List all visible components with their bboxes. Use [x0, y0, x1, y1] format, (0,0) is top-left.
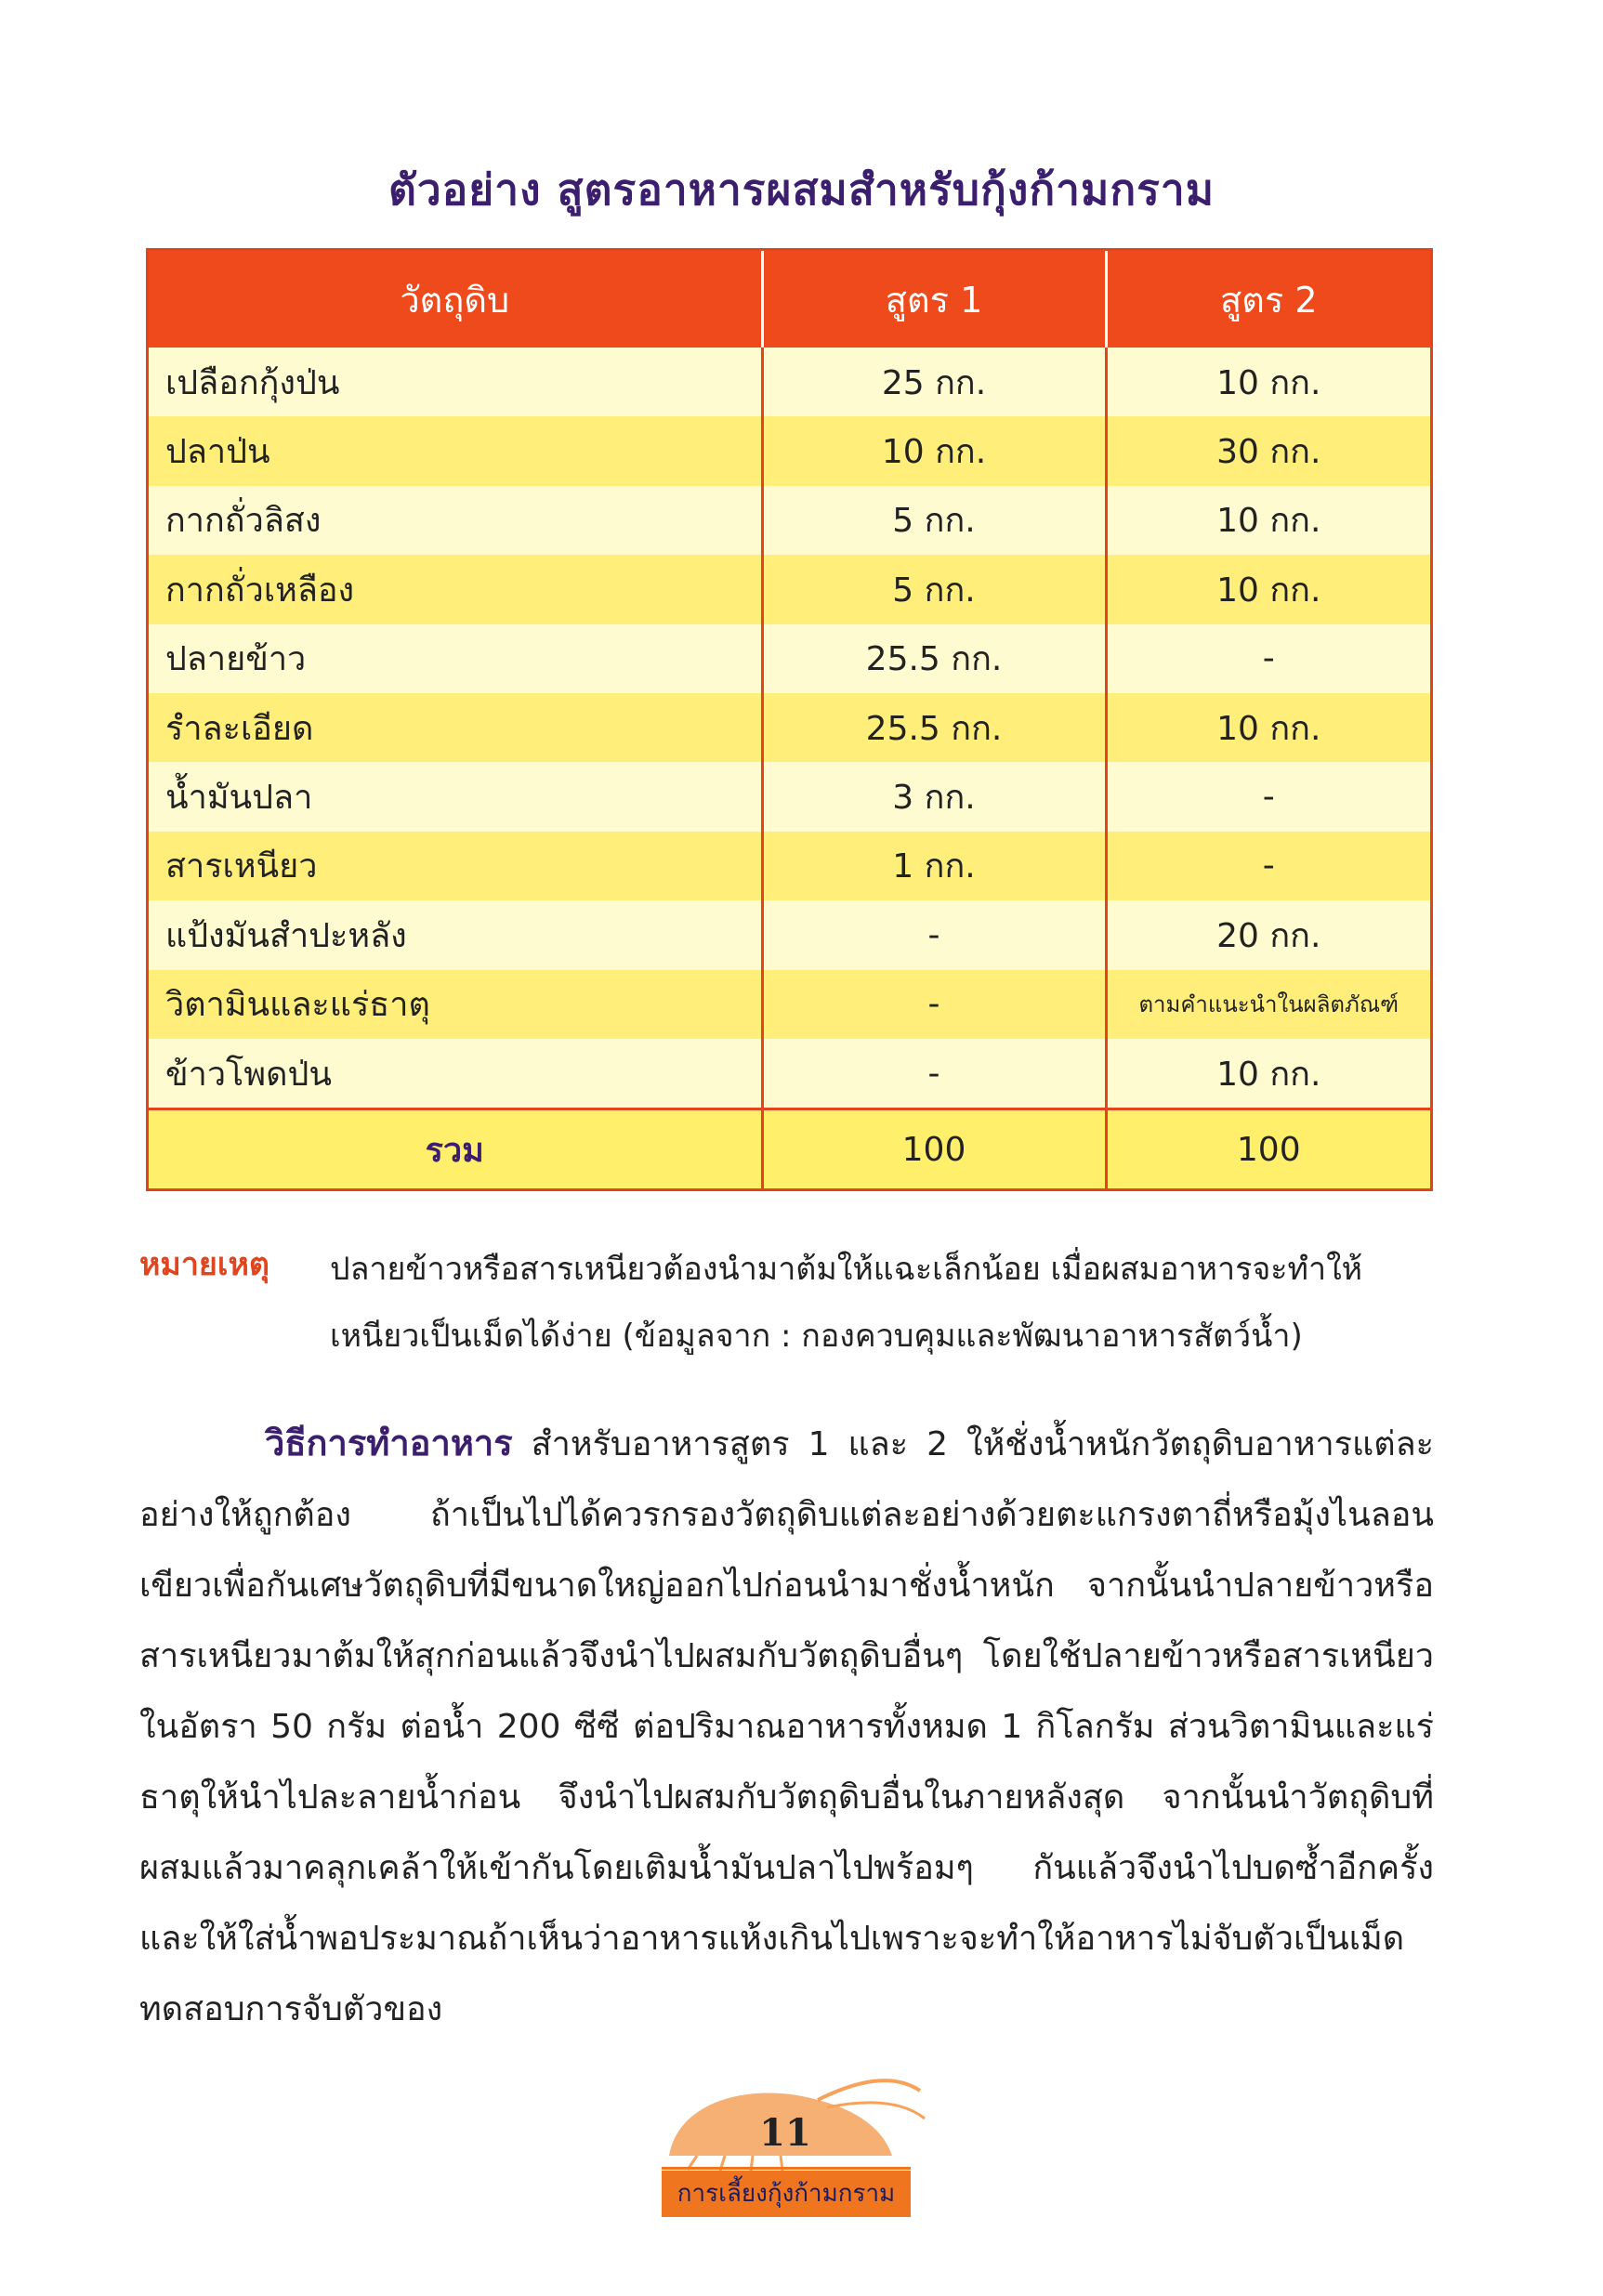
note-text: ปลายข้าวหรือสารเหนียวต้องนำมาต้มให้แฉะเล็กน้อย เมื่อผสมอาหารจะทำให้เหนียวเป็นเม็ดได้ง่าย (ข้อมูลจาก : กองควบคุมและพัฒนาอาหารสัตว์น้ำ) [330, 1251, 1363, 1355]
table-row [149, 1039, 1430, 1109]
table-row [149, 693, 1430, 762]
total-formula-2: 100 [1106, 1109, 1430, 1189]
table-row [149, 832, 1430, 900]
formula-2-value: 10 กก. [1106, 555, 1430, 623]
formula-2-value: 30 กก. [1106, 416, 1430, 485]
formula-1-value: 10 กก. [762, 416, 1106, 485]
ingredient-name: แป้งมันสำปะหลัง [149, 900, 762, 969]
method-heading: วิธีการทำอาหาร [265, 1423, 513, 1463]
ingredient-name: รำละเอียด [149, 693, 762, 762]
formula-2-value: 10 กก. [1106, 693, 1430, 762]
ingredient-name: เปลือกกุ้งป่น [149, 348, 762, 416]
page-footer [641, 2063, 929, 2230]
formula-1-value: - [762, 900, 1106, 969]
formula-2-value: - [1106, 624, 1430, 693]
formula-1-value: 3 กก. [762, 762, 1106, 831]
table-row [149, 416, 1430, 485]
formula-2-value: - [1106, 762, 1430, 831]
formula-2-value: - [1106, 832, 1430, 900]
header-formula-1: สูตร 1 [762, 251, 1106, 348]
ingredient-name: ข้าวโพดป่น [149, 1039, 762, 1109]
table-row [149, 970, 1430, 1039]
page-title: ตัวอย่าง สูตรอาหารผสมสำหรับกุ้งก้ามกราม [388, 164, 1215, 215]
formula-1-value: 25.5 กก. [762, 693, 1106, 762]
ingredient-name: กากถั่วเหลือง [149, 555, 762, 623]
note-label: หมายเหตุ [139, 1246, 269, 1283]
ingredient-name: วิตามินและแร่ธาตุ [149, 970, 762, 1039]
formula-1-value: 25.5 กก. [762, 624, 1106, 693]
footer-label: การเลี้ยงกุ้งก้ามกราม [662, 2171, 911, 2217]
ingredient-name: ปลาป่น [149, 416, 762, 485]
formula-1-value: 1 กก. [762, 832, 1106, 900]
table-total-row [149, 1109, 1430, 1189]
formula-2-value: 20 กก. [1106, 900, 1430, 969]
table-row [149, 555, 1430, 623]
formula-2-value: 10 กก. [1106, 1039, 1430, 1109]
formula-2-value: 10 กก. [1106, 486, 1430, 555]
formula-2-value: 10 กก. [1106, 348, 1430, 416]
footer-divider [662, 2167, 911, 2170]
formula-2-value: ตามคำแนะนำในผลิตภัณฑ์ [1106, 970, 1430, 1039]
ingredient-name: กากถั่วลิสง [149, 486, 762, 555]
formula-1-value: 25 กก. [762, 348, 1106, 416]
recipe-table [149, 251, 1430, 1188]
formula-1-value: 5 กก. [762, 486, 1106, 555]
total-formula-1: 100 [762, 1109, 1106, 1189]
formula-1-value: 5 กก. [762, 555, 1106, 623]
method-paragraph [139, 1408, 1434, 2045]
formula-1-value: - [762, 1039, 1106, 1109]
method-text: สำหรับอาหารสูตร 1 และ 2 ให้ชั่งน้ำหนักวัตถุดิบอาหารแต่ละอย่างให้ถูกต้อง ถ้าเป็นไปได้ควรกรองวัตถุดิบแต่ละอย่างด้วยตะแกรงตาถี่หรือมุ้งไนลอนเขียวเพื่อกันเศษวัตถุดิบที่มีขนาดใหญ่ออกไปก่อนนำมาชั่งน้ำหนัก จากนั้นนำปลายข้าวหรือสารเหนียวมาต้มให้สุกก่อนแล้วจึงนำไปผสมกับวัตถุดิบอื่นๆ โดยใช้ปลายข้าวหรือสารเหนียวในอัตรา 50 กรัม ต่อน้ำ 200 ซีซี ต่อปริมาณอาหารทั้งหมด 1 กิโลกรัม ส่วนวิตามินและแร่ธาตุให้นำไปละลายน้ำก่อน จึงนำไปผสมกับวัตถุดิบอื่นในภายหลังสุด จากนั้นนำวัตถุดิบที่ผสมแล้วมาคลุกเคล้าให้เข้ากันโดยเติมน้ำมันปลาไปพร้อมๆ กันแล้วจึงนำไปบดซ้ำอีกครั้ง และให้ใส่น้ำพอประมาณถ้าเห็นว่าอาหารแห้งเกินไปเพราะจะทำให้อาหารไม่จับตัวเป็นเม็ด ทดสอบการจับตัวของ [139, 1425, 1434, 2028]
table-row [149, 486, 1430, 555]
table-row [149, 762, 1430, 831]
table-row [149, 348, 1430, 416]
ingredient-name: น้ำมันปลา [149, 762, 762, 831]
ingredient-name: ปลายข้าว [149, 624, 762, 693]
table-row [149, 900, 1430, 969]
formula-1-value: - [762, 970, 1106, 1039]
total-label: รวม [149, 1109, 762, 1189]
recipe-table-container [146, 248, 1433, 1191]
header-ingredient: วัตถุดิบ [149, 251, 762, 348]
ingredient-name: สารเหนียว [149, 832, 762, 900]
table-header-row [149, 251, 1430, 348]
table-row [149, 624, 1430, 693]
page-number: 11 [759, 2111, 811, 2155]
header-formula-2: สูตร 2 [1106, 251, 1430, 348]
